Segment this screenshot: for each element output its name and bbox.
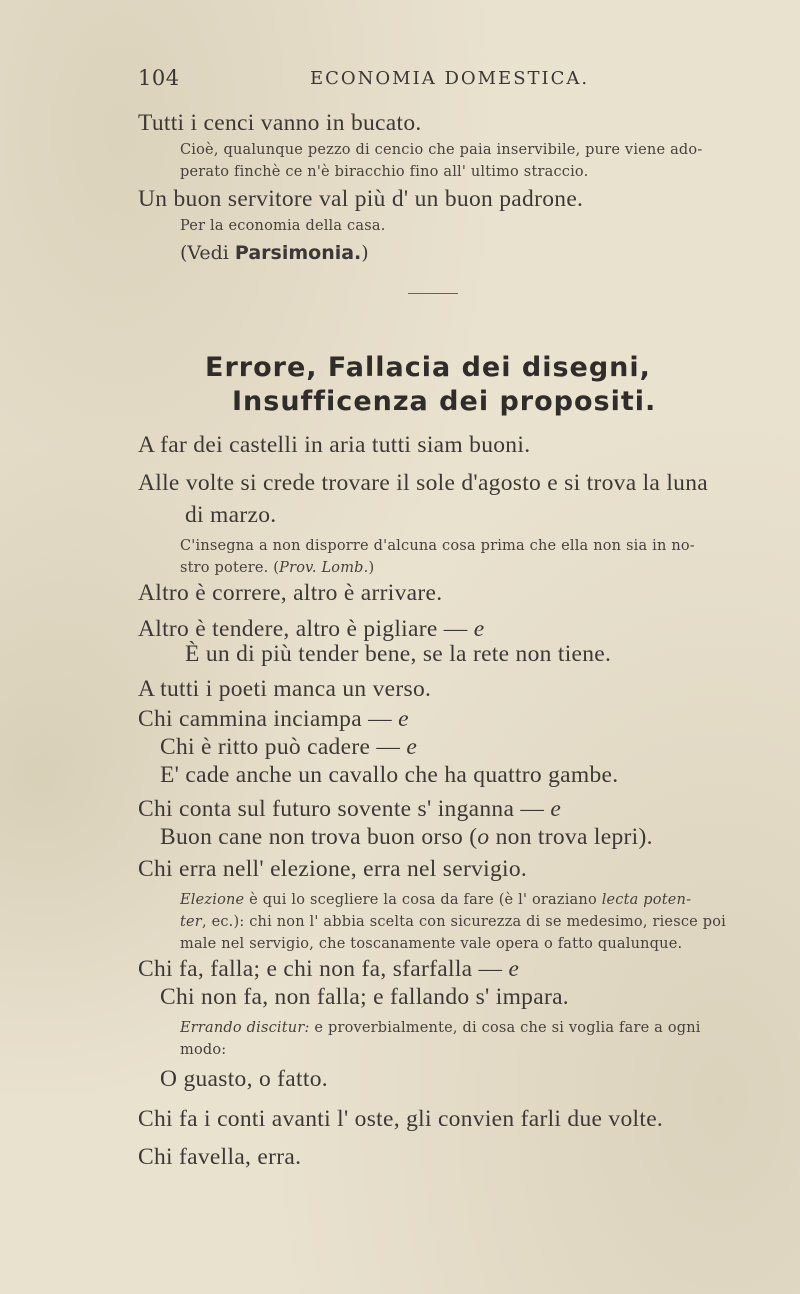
proverb-line: Chi erra nell' elezione, erra nel servigio. (138, 856, 528, 882)
proverb-italic: o (477, 824, 490, 850)
proverb-line (138, 616, 484, 643)
proverb-italic: e (398, 706, 409, 732)
proverb-line: Tutti i cenci vanno in bucato. (138, 110, 422, 136)
proverb-line (138, 706, 409, 733)
section-title-line-1: Errore, Fallacia dei disegni, (205, 352, 651, 383)
page-number: 104 (138, 66, 180, 90)
note-line (180, 560, 374, 576)
note-italic: Errando discitur: (180, 1020, 310, 1036)
note-line: male nel servigio, che toscanamente vale opera o fatto qualunque. (180, 936, 683, 952)
proverb-line: di marzo. (185, 502, 277, 528)
proverb-text: Chi conta sul futuro sovente s' inganna — (138, 796, 551, 822)
proverb-line (160, 824, 653, 851)
ref-suffix: ) (361, 242, 369, 264)
proverb-line: Alle volte si crede trovare il sole d'agosto e si trova la luna (138, 470, 708, 496)
note-line (180, 892, 691, 908)
ref-target: Parsimonia. (234, 242, 362, 264)
proverb-line: A tutti i poeti manca un verso. (138, 676, 432, 702)
page-header (138, 66, 678, 96)
note-italic: Prov. Lomb. (279, 560, 369, 576)
proverb-line (160, 734, 417, 761)
note-line (180, 1020, 701, 1036)
note-text: , ec.): chi non l' abbia scelta con sicurezza di se medesimo, riesce poi (201, 914, 727, 930)
note-text: e proverbialmente, di cosa che si voglia fare a ogni (309, 1020, 701, 1036)
note-text: è qui lo scegliere la cosa da fare (è l' oraziano (244, 892, 602, 908)
proverb-text: Chi cammina inciampa — (138, 706, 399, 732)
note-text: ) (368, 560, 375, 576)
cross-reference (180, 242, 369, 264)
proverb-italic: e (406, 734, 418, 760)
proverb-italic: e (473, 616, 485, 642)
proverb-line (138, 956, 519, 983)
proverb-line: Altro è correre, altro è arrivare. (138, 580, 443, 606)
proverb-line: È un di più tender bene, se la rete non tiene. (185, 641, 612, 667)
proverb-italic: e (508, 956, 520, 982)
section-divider (408, 293, 458, 294)
note-line: C'insegna a non disporre d'alcuna cosa prima che ella non sia in no- (180, 538, 695, 554)
running-head: ECONOMIA DOMESTICA. (310, 68, 590, 89)
note-line: Cioè, qualunque pezzo di cencio che paia inservibile, pure viene ado- (180, 142, 703, 158)
note-line: perato finchè ce n'è biracchio fino all' ultimo straccio. (180, 164, 589, 180)
proverb-text: Chi è ritto può cadere — (160, 734, 407, 760)
proverb-line: Chi non fa, non falla; e fallando s' impara. (160, 984, 569, 1010)
proverb-text: Buon cane non trova buon orso ( (160, 824, 478, 850)
note-italic: ter (180, 914, 202, 930)
note-line: modo: (180, 1042, 227, 1058)
note-text: stro potere. ( (180, 560, 280, 576)
proverb-line: Un buon servitore val più d' un buon padrone. (138, 186, 584, 212)
proverb-line: Chi favella, erra. (138, 1144, 302, 1170)
proverb-line: E' cade anche un cavallo che ha quattro gambe. (160, 762, 619, 788)
note-italic: Elezione (180, 892, 245, 908)
proverb-text: Altro è tendere, altro è pigliare — (138, 616, 474, 642)
proverb-text: Chi fa, falla; e chi non fa, sfarfalla — (138, 956, 509, 982)
note-italic: lecta poten- (601, 892, 692, 908)
proverb-line: O guasto, o fatto. (160, 1066, 328, 1092)
note-line (180, 914, 726, 930)
ref-prefix: (Vedi (180, 242, 235, 264)
section-title-line-2: Insufficenza dei propositi. (232, 386, 657, 417)
proverb-line: Chi fa i conti avanti l' oste, gli convien farli due volte. (138, 1106, 664, 1132)
proverb-line: A far dei castelli in aria tutti siam buoni. (138, 432, 531, 458)
proverb-line (138, 796, 561, 823)
note-line: Per la economia della casa. (180, 218, 386, 234)
proverb-text: non trova lepri). (489, 824, 653, 850)
proverb-italic: e (550, 796, 562, 822)
